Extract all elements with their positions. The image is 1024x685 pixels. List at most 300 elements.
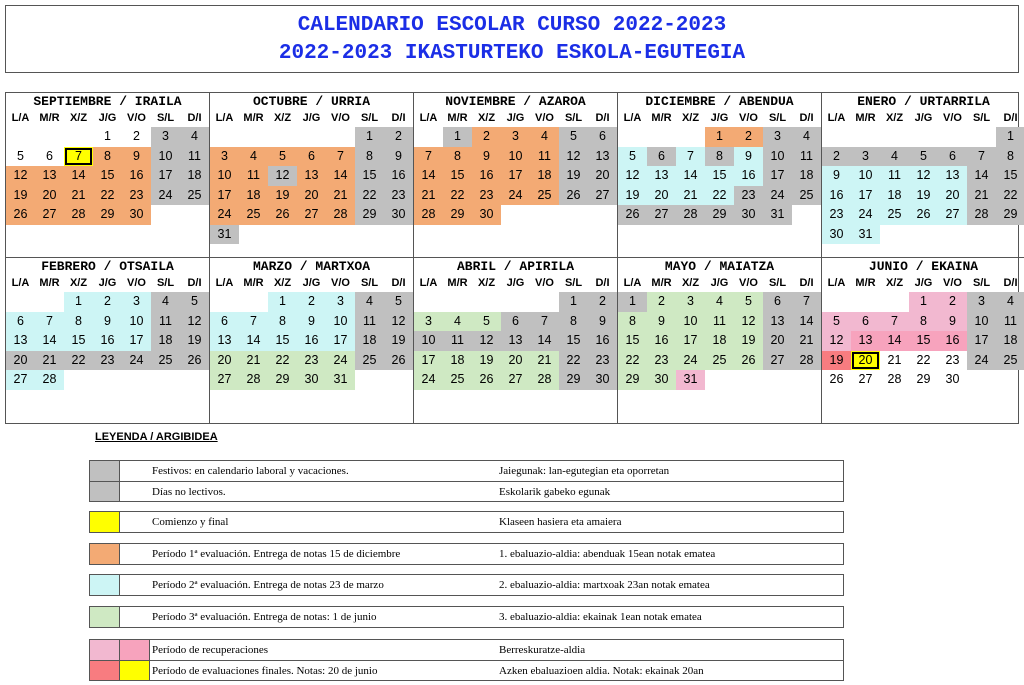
weekday-label: J/G (506, 277, 525, 289)
day-blank (938, 127, 967, 147)
day-cell: 21 (64, 186, 93, 206)
legend-row (90, 512, 843, 532)
legend-swatch (120, 640, 150, 660)
day-cell: 7 (530, 312, 559, 332)
weekday-label: X/Z (885, 277, 904, 289)
weekday-label: L/A (623, 112, 642, 124)
day-cell: 8 (909, 312, 938, 332)
title-basque: 2022-2023 IKASTURTEKO ESKOLA-EGUTEGIA (278, 42, 746, 65)
weekday-label: S/L (156, 112, 175, 124)
legend-group (89, 574, 844, 596)
day-cell: 18 (880, 186, 909, 206)
legend-row (90, 607, 843, 627)
day-cell: 17 (501, 166, 530, 186)
day-cell: 19 (822, 351, 851, 371)
day-cell: 16 (472, 166, 501, 186)
weekday-label: M/R (447, 112, 468, 124)
day-blank (822, 292, 851, 312)
day-cell: 7 (676, 147, 705, 167)
day-cell: 28 (35, 370, 64, 390)
day-cell: 11 (151, 312, 180, 332)
day-cell: 13 (210, 331, 239, 351)
weekday-label: D/I (187, 112, 202, 124)
day-blank (880, 127, 909, 147)
day-cell: 12 (472, 331, 501, 351)
weekday-header (6, 110, 209, 127)
day-cell: 13 (588, 147, 617, 167)
day-cell: 28 (326, 205, 355, 225)
day-cell: 16 (647, 331, 676, 351)
day-cell: 3 (676, 292, 705, 312)
day-cell: 7 (414, 147, 443, 167)
legend-text-spanish: Comienzo y final (152, 516, 229, 528)
day-cell: 19 (384, 331, 413, 351)
day-cell: 6 (647, 147, 676, 167)
weekday-label: X/Z (885, 112, 904, 124)
weekday-label: L/A (11, 112, 30, 124)
day-cell: 1 (996, 127, 1024, 147)
day-cell: 21 (326, 186, 355, 206)
weekday-label: S/L (564, 112, 583, 124)
day-cell: 16 (938, 331, 967, 351)
legend-swatch (90, 607, 120, 627)
legend-text-basque: Eskolarik gabeko egunak (499, 486, 611, 498)
weekday-label: D/I (799, 277, 814, 289)
day-cell: 14 (414, 166, 443, 186)
day-cell: 17 (414, 351, 443, 371)
day-cell: 18 (996, 331, 1024, 351)
day-blank (530, 292, 559, 312)
day-cell: 13 (297, 166, 326, 186)
day-cell: 4 (705, 292, 734, 312)
weekday-header (414, 110, 617, 127)
day-cell: 18 (530, 166, 559, 186)
day-cell: 14 (676, 166, 705, 186)
day-cell: 4 (180, 127, 209, 147)
day-cell: 24 (501, 186, 530, 206)
day-cell: 1 (268, 292, 297, 312)
weekday-label: J/G (710, 277, 729, 289)
weekday-label: V/O (943, 277, 962, 289)
weekday-label: J/G (98, 277, 117, 289)
month-name: SEPTIEMBRE / IRAILA (33, 94, 182, 109)
day-cell: 19 (909, 186, 938, 206)
day-cell: 10 (851, 166, 880, 186)
weekday-label: X/Z (69, 277, 88, 289)
day-cell: 1 (64, 292, 93, 312)
day-cell: 1 (355, 127, 384, 147)
day-cell: 2 (384, 127, 413, 147)
legend-group (89, 639, 844, 681)
day-cell: 23 (384, 186, 413, 206)
day-cell: 13 (647, 166, 676, 186)
day-cell: 28 (792, 351, 821, 371)
day-blank (210, 292, 239, 312)
weekday-header (414, 275, 617, 292)
day-cell: 6 (297, 147, 326, 167)
weekday-header (6, 275, 209, 292)
day-cell: 18 (239, 186, 268, 206)
day-cell: 30 (297, 370, 326, 390)
month-name: ENERO / URTARRILA (857, 94, 990, 109)
day-cell: 11 (792, 147, 821, 167)
day-cell: 20 (35, 186, 64, 206)
day-cell: 10 (967, 312, 996, 332)
month-calendar (6, 258, 210, 423)
day-cell: 25 (443, 370, 472, 390)
weekday-label: X/Z (69, 112, 88, 124)
weekday-label: L/A (215, 277, 234, 289)
day-blank (64, 127, 93, 147)
day-cell: 5 (734, 292, 763, 312)
day-cell: 24 (122, 351, 151, 371)
calendar-title-box (5, 5, 1019, 73)
days-grid (822, 127, 1024, 244)
day-cell: 21 (967, 186, 996, 206)
day-cell: 27 (210, 370, 239, 390)
day-cell: 13 (763, 312, 792, 332)
day-cell: 15 (443, 166, 472, 186)
day-cell: 7 (792, 292, 821, 312)
day-blank (414, 292, 443, 312)
day-cell: 5 (180, 292, 209, 312)
day-cell: 9 (384, 147, 413, 167)
day-cell: 4 (151, 292, 180, 312)
day-cell: 23 (588, 351, 617, 371)
weekday-label: M/R (39, 277, 60, 289)
weekday-label: V/O (331, 277, 350, 289)
day-cell: 7 (967, 147, 996, 167)
month-name: FEBRERO / OTSAILA (41, 259, 174, 274)
weekday-label: J/G (914, 112, 933, 124)
day-cell: 24 (151, 186, 180, 206)
day-cell: 30 (588, 370, 617, 390)
day-cell: 23 (822, 205, 851, 225)
day-cell: 10 (151, 147, 180, 167)
day-cell: 11 (355, 312, 384, 332)
month-calendar (6, 93, 210, 258)
day-blank (35, 127, 64, 147)
weekday-label: V/O (739, 112, 758, 124)
legend-row (90, 660, 843, 680)
day-cell: 1 (443, 127, 472, 147)
day-cell: 12 (822, 331, 851, 351)
day-cell: 24 (326, 351, 355, 371)
day-cell: 3 (414, 312, 443, 332)
day-cell: 27 (763, 351, 792, 371)
day-cell: 9 (122, 147, 151, 167)
day-cell: 26 (734, 351, 763, 371)
title-spanish: CALENDARIO ESCOLAR CURSO 2022-2023 (297, 14, 727, 37)
day-cell: 17 (122, 331, 151, 351)
weekday-label: S/L (972, 112, 991, 124)
day-cell: 22 (93, 186, 122, 206)
day-cell: 22 (559, 351, 588, 371)
day-cell: 30 (122, 205, 151, 225)
day-cell: 17 (967, 331, 996, 351)
days-grid (6, 127, 209, 225)
weekday-label: M/R (243, 277, 264, 289)
day-cell: 29 (559, 370, 588, 390)
weekday-label: V/O (331, 112, 350, 124)
day-cell: 17 (326, 331, 355, 351)
weekday-label: V/O (535, 112, 554, 124)
day-cell: 9 (822, 166, 851, 186)
day-cell: 9 (297, 312, 326, 332)
day-cell: 8 (443, 147, 472, 167)
day-cell: 14 (239, 331, 268, 351)
day-cell: 15 (559, 331, 588, 351)
day-cell: 18 (792, 166, 821, 186)
legend-text-basque: 1. ebaluazio-aldia: abenduak 15ean notak ematea (499, 548, 716, 560)
day-blank (414, 127, 443, 147)
day-blank (268, 127, 297, 147)
day-cell: 19 (734, 331, 763, 351)
day-cell: 8 (64, 312, 93, 332)
weekday-label: M/R (651, 112, 672, 124)
day-cell: 6 (763, 292, 792, 312)
day-cell: 23 (122, 186, 151, 206)
day-cell: 13 (501, 331, 530, 351)
legend-title: LEYENDA / ARGIBIDEA (95, 431, 218, 443)
weekday-label: M/R (447, 277, 468, 289)
day-cell: 14 (792, 312, 821, 332)
month-name: JUNIO / EKAINA (868, 259, 979, 274)
day-cell: 4 (996, 292, 1024, 312)
day-cell: 21 (35, 351, 64, 371)
month-name: MARZO / MARTXOA (252, 259, 371, 274)
day-cell: 26 (618, 205, 647, 225)
day-cell: 16 (384, 166, 413, 186)
day-cell: 19 (180, 331, 209, 351)
day-blank (239, 127, 268, 147)
month-name: OCTUBRE / URRIA (252, 94, 371, 109)
legend-group (89, 511, 844, 533)
days-grid (210, 292, 413, 390)
day-cell: 28 (967, 205, 996, 225)
day-cell: 28 (676, 205, 705, 225)
weekday-label: D/I (595, 112, 610, 124)
day-cell: 30 (647, 370, 676, 390)
weekday-label: M/R (243, 112, 264, 124)
day-cell: 8 (93, 147, 122, 167)
day-blank (326, 127, 355, 147)
day-cell: 1 (559, 292, 588, 312)
day-cell: 10 (676, 312, 705, 332)
day-cell: 22 (618, 351, 647, 371)
day-blank (618, 127, 647, 147)
day-blank (472, 292, 501, 312)
day-cell: 20 (501, 351, 530, 371)
day-cell: 21 (676, 186, 705, 206)
day-cell: 31 (210, 225, 239, 245)
legend-text-spanish: Período de recuperaciones (152, 644, 269, 656)
weekday-label: M/R (39, 112, 60, 124)
day-cell: 22 (996, 186, 1024, 206)
day-blank (35, 292, 64, 312)
day-cell: 24 (763, 186, 792, 206)
legend-row (90, 481, 843, 501)
day-cell: 19 (6, 186, 35, 206)
day-cell: 3 (210, 147, 239, 167)
day-cell: 28 (239, 370, 268, 390)
month-calendar (822, 93, 1024, 258)
day-cell: 2 (938, 292, 967, 312)
weekday-label: V/O (127, 277, 146, 289)
day-cell: 26 (180, 351, 209, 371)
day-cell: 18 (151, 331, 180, 351)
day-cell: 25 (705, 351, 734, 371)
weekday-label: X/Z (273, 277, 292, 289)
weekday-label: M/R (855, 112, 876, 124)
day-cell: 12 (734, 312, 763, 332)
day-cell: 18 (443, 351, 472, 371)
weekday-label: J/G (710, 112, 729, 124)
day-cell: 14 (530, 331, 559, 351)
day-cell: 25 (355, 351, 384, 371)
day-blank (880, 292, 909, 312)
day-cell: 20 (851, 351, 880, 371)
months-grid (5, 92, 1019, 424)
day-cell: 3 (122, 292, 151, 312)
day-cell: 11 (239, 166, 268, 186)
day-cell: 18 (705, 331, 734, 351)
legend-swatch (90, 640, 120, 660)
day-cell: 23 (647, 351, 676, 371)
day-cell: 2 (297, 292, 326, 312)
day-cell: 14 (64, 166, 93, 186)
days-grid (618, 127, 821, 225)
weekday-label: L/A (11, 277, 30, 289)
day-cell: 5 (384, 292, 413, 312)
weekday-label: L/A (215, 112, 234, 124)
day-cell: 27 (6, 370, 35, 390)
month-name: ABRIL / APIRILA (456, 259, 575, 274)
day-cell: 25 (239, 205, 268, 225)
day-cell: 30 (734, 205, 763, 225)
weekday-label: D/I (1003, 277, 1018, 289)
month-calendar (210, 258, 414, 423)
day-cell: 26 (829, 372, 844, 386)
day-cell: 15 (705, 166, 734, 186)
legend-text-basque: 3. ebaluazio-aldia: ekainak 1ean notak ematea (499, 611, 702, 623)
weekday-label: S/L (972, 277, 991, 289)
day-cell: 25 (880, 205, 909, 225)
days-grid (414, 292, 617, 390)
day-blank (443, 292, 472, 312)
day-cell: 26 (268, 205, 297, 225)
weekday-label: V/O (943, 112, 962, 124)
day-cell: 26 (472, 370, 501, 390)
day-cell: 4 (355, 292, 384, 312)
weekday-label: S/L (156, 277, 175, 289)
day-cell: 30 (472, 205, 501, 225)
day-cell: 5 (559, 127, 588, 147)
day-cell: 12 (618, 166, 647, 186)
day-cell: 24 (967, 351, 996, 371)
day-cell: 17 (851, 186, 880, 206)
day-blank (676, 127, 705, 147)
day-cell: 5 (909, 147, 938, 167)
day-cell: 7 (239, 312, 268, 332)
day-cell: 19 (268, 186, 297, 206)
weekday-label: D/I (187, 277, 202, 289)
day-blank (210, 127, 239, 147)
day-cell: 17 (763, 166, 792, 186)
day-cell: 18 (180, 166, 209, 186)
day-cell: 4 (443, 312, 472, 332)
day-cell: 10 (326, 312, 355, 332)
day-cell: 29 (618, 370, 647, 390)
legend-text-basque: Jaiegunak: lan-egutegian eta oporretan (499, 465, 670, 477)
day-cell: 12 (559, 147, 588, 167)
weekday-label: V/O (535, 277, 554, 289)
month-name: DICIEMBRE / ABENDUA (645, 94, 794, 109)
day-cell: 28 (414, 205, 443, 225)
month-calendar (618, 93, 822, 258)
weekday-label: V/O (739, 277, 758, 289)
weekday-label: X/Z (477, 277, 496, 289)
day-cell: 2 (133, 129, 140, 143)
day-cell: 10 (122, 312, 151, 332)
weekday-label: L/A (419, 277, 438, 289)
day-cell: 13 (851, 331, 880, 351)
weekday-label: J/G (914, 277, 933, 289)
day-cell: 16 (734, 166, 763, 186)
day-cell: 20 (647, 186, 676, 206)
days-grid (210, 127, 413, 244)
day-cell: 20 (763, 331, 792, 351)
day-cell: 22 (705, 186, 734, 206)
legend-swatch (90, 661, 120, 680)
weekday-label: L/A (827, 112, 846, 124)
day-cell: 5 (17, 148, 24, 163)
legend-row (90, 575, 843, 595)
day-cell: 25 (180, 186, 209, 206)
day-cell: 27 (588, 186, 617, 206)
day-cell: 20 (938, 186, 967, 206)
day-cell: 3 (151, 127, 180, 147)
day-cell: 14 (967, 166, 996, 186)
day-cell: 3 (851, 147, 880, 167)
day-cell: 2 (93, 292, 122, 312)
day-cell: 8 (268, 312, 297, 332)
legend-swatch (90, 482, 120, 501)
day-cell: 27 (647, 205, 676, 225)
days-grid (6, 292, 209, 390)
day-cell: 10 (414, 331, 443, 351)
month-calendar (210, 93, 414, 258)
weekday-label: S/L (564, 277, 583, 289)
day-cell: 6 (210, 312, 239, 332)
weekday-label: D/I (799, 112, 814, 124)
day-cell: 19 (618, 186, 647, 206)
day-cell: 23 (297, 351, 326, 371)
day-cell: 30 (384, 205, 413, 225)
day-cell: 29 (705, 205, 734, 225)
legend-group (89, 543, 844, 565)
day-cell: 14 (880, 331, 909, 351)
day-cell: 8 (618, 312, 647, 332)
weekday-label: J/G (98, 112, 117, 124)
weekday-label: S/L (360, 112, 379, 124)
day-cell: 26 (384, 351, 413, 371)
day-cell: 1 (705, 127, 734, 147)
day-cell: 20 (297, 186, 326, 206)
day-cell: 19 (472, 351, 501, 371)
day-cell: 17 (210, 186, 239, 206)
month-calendar (618, 258, 822, 423)
